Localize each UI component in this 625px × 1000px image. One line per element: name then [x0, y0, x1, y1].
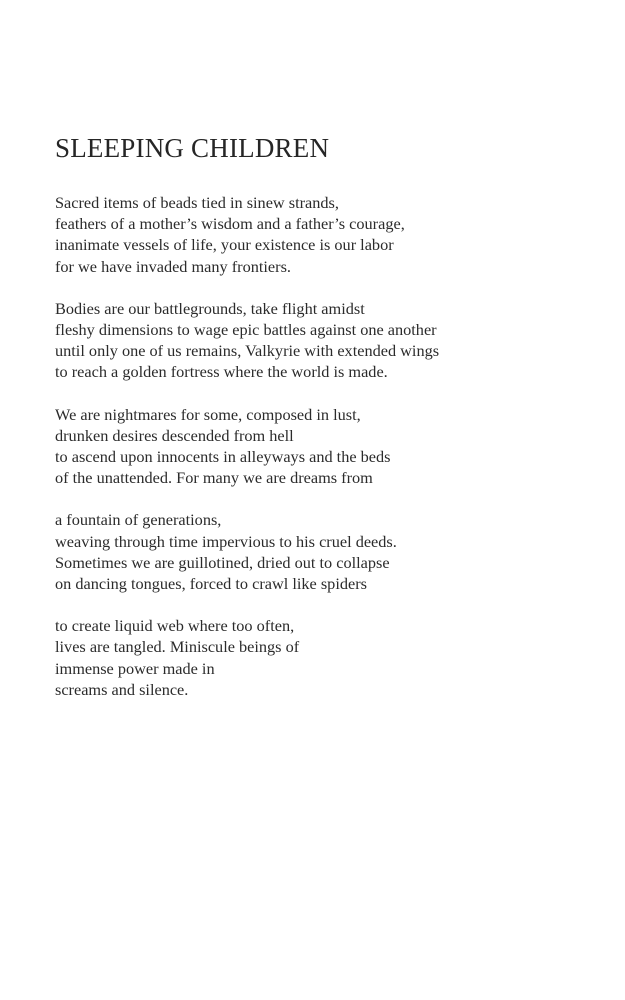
poem-line: a fountain of generations,	[55, 510, 222, 530]
poem-line: on dancing tongues, forced to crawl like spiders	[55, 574, 367, 594]
poem-line: immense power made in	[55, 658, 215, 678]
poem-line: We are nightmares for some, composed in lust,	[55, 404, 361, 424]
poem-line: lives are tangled. Miniscule beings of	[55, 637, 300, 657]
stanza-2	[55, 298, 600, 383]
poem-line: for we have invaded many frontiers.	[55, 256, 291, 276]
poem-line: feathers of a mother’s wisdom and a father’s courage,	[55, 214, 405, 234]
poem-line: until only one of us remains, Valkyrie with extended wings	[55, 341, 440, 361]
poem-line: weaving through time impervious to his cruel deeds.	[55, 531, 397, 551]
poem-line: to reach a golden fortress where the world is made.	[55, 362, 388, 382]
poem-line: Sacred items of beads tied in sinew strands,	[55, 193, 339, 212]
stanza-3	[55, 404, 600, 489]
poem-line: inanimate vessels of life, your existence is our labor	[55, 235, 394, 255]
poem-line: Sometimes we are guillotined, dried out to collapse	[55, 552, 390, 572]
poem-line: to ascend upon innocents in alleyways and the beds	[55, 447, 391, 467]
poem-line: drunken desires descended from hell	[55, 425, 294, 445]
poem-line: Bodies are our battlegrounds, take flight amidst	[55, 298, 365, 318]
poem-title: SLEEPING CHILDREN	[55, 133, 330, 163]
poem-line: screams and silence.	[55, 679, 189, 699]
poem-line: to create liquid web where too often,	[55, 616, 295, 636]
stanza-1	[55, 192, 600, 277]
poem-line: fleshy dimensions to wage epic battles against one another	[55, 320, 437, 340]
stanza-4	[55, 509, 600, 594]
poem-page	[55, 131, 600, 721]
stanza-5	[55, 615, 600, 700]
poem-line: of the unattended. For many we are dreams from	[55, 468, 373, 488]
